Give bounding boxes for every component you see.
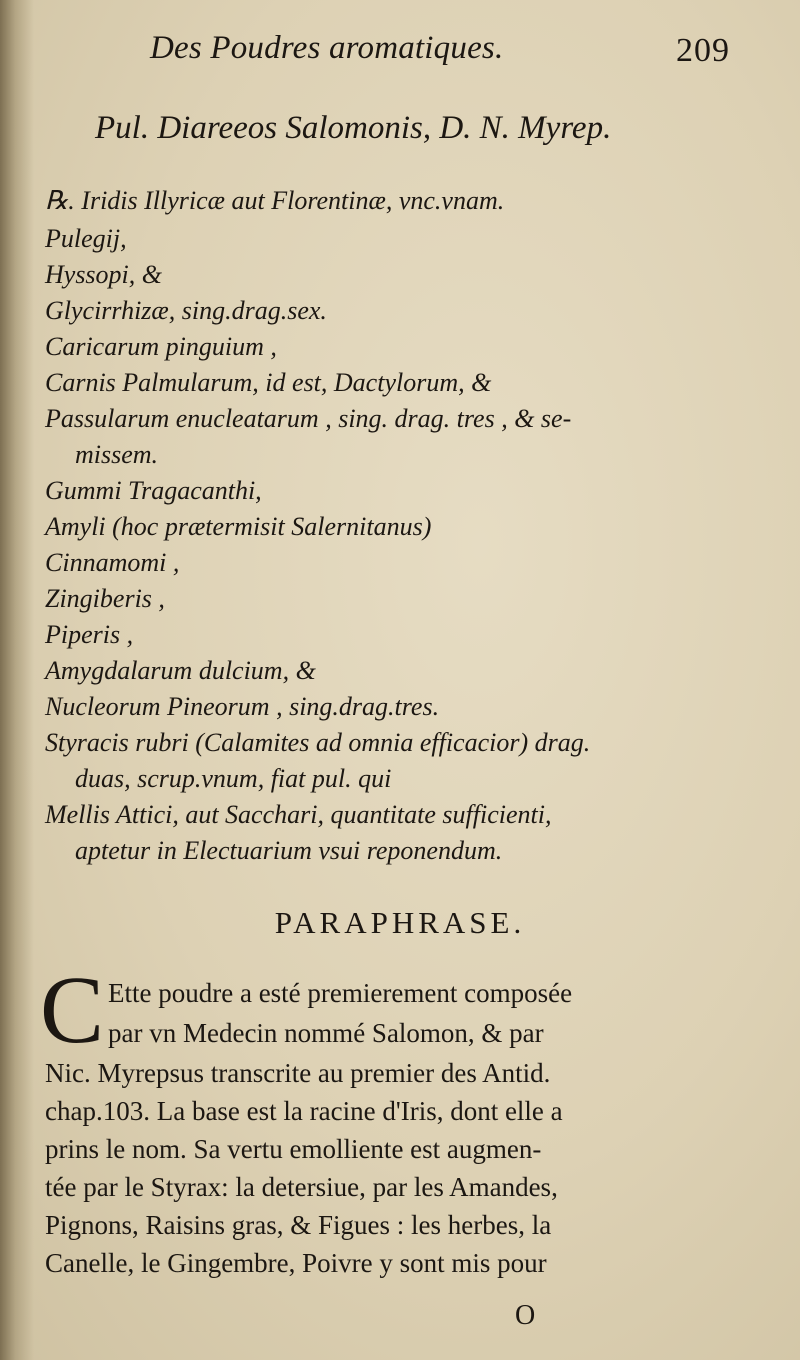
drop-cap: C [40, 956, 105, 1063]
page-header [150, 30, 730, 80]
ingredient-line: Pulegij, [45, 224, 127, 253]
ingredient-line: Amyli (hoc prætermisit Salernitanus) [45, 512, 432, 541]
recipe-title: Pul. Diareeos Salomonis, D. N. Myrep. [95, 110, 612, 146]
ingredient-line: ℞. Iridis Illyricæ aut Florentinæ, vnc.vnam. [45, 186, 505, 215]
ingredient-line: Passularum enucleatarum , sing. drag. tres , & se- [45, 404, 572, 433]
paragraph-line: prins le nom. Sa vertu emolliente est augmen- [45, 1134, 542, 1164]
paragraph-line: tée par le Styrax: la detersiue, par les Amandes, [45, 1172, 558, 1202]
ingredient-line: Styracis rubri (Calamites ad omnia efficacior) drag. [45, 728, 591, 757]
paragraph-line: Pignons, Raisins gras, & Figues : les herbes, la [45, 1210, 552, 1240]
ingredient-line: aptetur in Electuarium vsui reponendum. [75, 836, 503, 865]
paragraph-line: Ette poudre a esté premierement composée [108, 978, 573, 1008]
ingredient-line: Hyssopi, & [45, 260, 162, 289]
paragraph-line: Canelle, le Gingembre, Poivre y sont mis pour [45, 1248, 547, 1278]
binding-gutter-shadow [0, 0, 34, 1360]
ingredient-line: Caricarum pinguium , [45, 332, 277, 361]
ingredient-line: Amygdalarum dulcium, & [45, 656, 316, 685]
catchword: O [515, 1300, 536, 1331]
ingredient-line: missem. [75, 440, 159, 469]
paragraph-line: chap.103. La base est la racine d'Iris, dont elle a [45, 1096, 563, 1126]
ingredient-line: duas, scrup.vnum, fiat pul. qui [75, 764, 392, 793]
ingredient-line: Gummi Tragacanthi, [45, 476, 262, 505]
page-number: 209 [676, 32, 730, 69]
paragraph-line: par vn Medecin nommé Salomon, & par [108, 1018, 544, 1048]
paragraph-line: Nic. Myrepsus transcrite au premier des Antid. [45, 1058, 551, 1088]
ingredient-line: Piperis , [45, 620, 134, 649]
ingredient-line: Cinnamomi , [45, 548, 180, 577]
ingredient-line: Carnis Palmularum, id est, Dactylorum, & [45, 368, 492, 397]
ingredient-line: Zingiberis , [45, 584, 165, 613]
ingredient-line: Glycirrhizæ, sing.drag.sex. [45, 296, 327, 325]
ingredient-line: Mellis Attici, aut Sacchari, quantitate sufficienti, [45, 800, 552, 829]
ingredient-line: Nucleorum Pineorum , sing.drag.tres. [45, 692, 440, 721]
running-title: Des Poudres aromatiques. [150, 30, 504, 66]
section-heading: PARAPHRASE. [274, 905, 526, 940]
